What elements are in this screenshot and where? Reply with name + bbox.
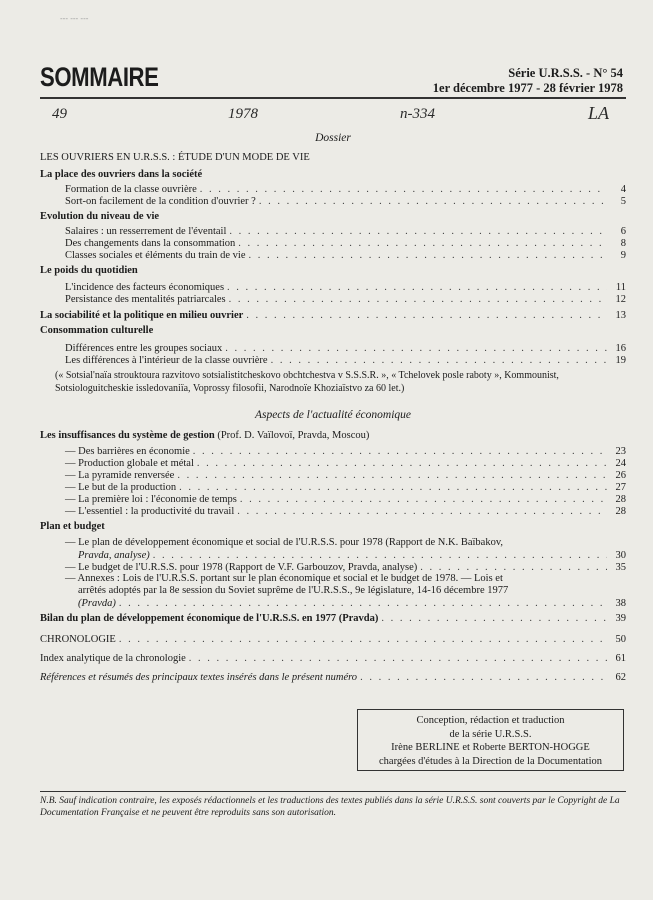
dossier-heading: Dossier <box>315 132 351 144</box>
toc-page: 38 <box>615 598 626 609</box>
toc-page: 39 <box>615 613 626 624</box>
toc-label: Formation de la classe ouvrière <box>65 184 197 195</box>
toc-label: Les différences à l'intérieur de la classe ouvrière <box>65 355 268 366</box>
toc-label: Persistance des mentalités patriarcales <box>65 294 226 305</box>
dossier-sources: (« Sotsial'naïa strouktoura razvitovo sotsialistitcheskovo obchtchestva v S.S.S.R. », « Tchelovek posle raboty », Kommounist, Sotsiologuitcheskie issledovaniïa, Voprossy filosofii, Narodnoïe Khoziaïstvo za 60 let.) <box>55 370 559 394</box>
toc-label: Index analytique de la chronologie <box>40 653 186 664</box>
toc-entry[interactable] <box>40 633 626 646</box>
plan-item-1-line: — Le plan de développement économique et social de l'U.R.S.S. pour 1978 (Rapport de N.K. Baïbakov, <box>65 537 504 548</box>
series-number: Série U.R.S.S. - N° 54 <box>508 66 623 80</box>
toc-entry[interactable] <box>65 354 626 367</box>
footnote-rule <box>40 791 626 792</box>
toc-label: Différences entre les groupes sociaux <box>65 343 223 354</box>
section-title: Le poids du quotidien <box>40 265 138 276</box>
toc-page: 13 <box>615 310 626 321</box>
insuff-source: (Prof. D. Vaïlovoï, Pravda, Moscou) <box>217 430 370 441</box>
toc-entry[interactable] <box>65 249 626 262</box>
scan-mark: --- --- --- <box>60 14 89 23</box>
toc-page: 24 <box>615 458 626 469</box>
toc-page: 12 <box>615 294 626 305</box>
page-title: SOMMAIRE <box>40 62 159 92</box>
footnote: N.B. Sauf indication contraire, les exposés rédactionnels et les traductions des textes publiés dans la série U.R.S.S. sont couverts par le Copyright de La Documentation Française et ne peuvent être reproduits sans son autorisation. <box>40 796 620 818</box>
toc-page: 27 <box>615 482 626 493</box>
issue-dates: 1er décembre 1977 - 28 février 1978 <box>432 81 623 95</box>
toc-entry[interactable] <box>40 671 626 684</box>
toc-label: Classes sociales et éléments du train de vie <box>65 250 246 261</box>
plan-title: Plan et budget <box>40 521 105 532</box>
toc-label: Sort-on facilement de la condition d'ouvrier ? <box>65 196 256 207</box>
toc-label: — Le but de la production <box>65 482 177 493</box>
toc-label: Salaires : un resserrement de l'éventail <box>65 226 227 237</box>
toc-label: — Des barrières en économie <box>65 446 190 457</box>
dossier-main-title: LES OUVRIERS EN U.R.S.S. : ÉTUDE D'UN MODE DE VIE <box>40 152 310 163</box>
toc-entry[interactable] <box>40 612 626 625</box>
header-rule <box>40 97 626 99</box>
toc-entry[interactable] <box>65 505 626 518</box>
insuff-heading <box>40 430 369 441</box>
toc-page: 16 <box>615 343 626 354</box>
toc-page: 19 <box>615 355 626 366</box>
section-title: La place des ouvriers dans la société <box>40 169 203 180</box>
section-title: La sociabilité et la politique en milieu ouvrier <box>40 310 244 321</box>
toc-page: 61 <box>615 653 626 664</box>
toc-label: Pravda, analyse) <box>78 550 150 561</box>
annexes-line-2: arrêtés adoptés par la 8e session du Soviet suprême de l'U.R.S.S., 9e législature, 14-16 décembre 1977 <box>78 585 509 596</box>
toc-label: — Production globale et métal <box>65 458 194 469</box>
credits-line: Conception, rédaction et traduction <box>416 715 565 726</box>
insuff-title: Les insuffisances du système de gestion <box>40 430 215 441</box>
credits-line: de la série U.R.S.S. <box>449 728 532 740</box>
toc-page: 11 <box>615 282 626 293</box>
toc-entry[interactable] <box>40 309 626 322</box>
toc-page: 5 <box>620 196 626 207</box>
toc-entry[interactable] <box>40 652 626 665</box>
handwritten-note-4: LA <box>588 103 610 123</box>
toc-entry[interactable] <box>65 195 626 208</box>
toc-page: 23 <box>615 446 626 457</box>
toc-label: Bilan du plan de développement économique de l'U.R.S.S. en 1977 (Pravda) <box>40 613 379 624</box>
toc-label: — Le budget de l'U.R.S.S. pour 1978 (Rapport de V.F. Garbouzov, Pravda, analyse) <box>65 562 418 573</box>
toc-page: 6 <box>620 226 626 237</box>
toc-label: — La première loi : l'économie de temps <box>65 494 237 505</box>
toc-label: Des changements dans la consommation <box>65 238 236 249</box>
toc-entry[interactable] <box>78 597 626 610</box>
toc-label: — La pyramide renversée <box>65 470 175 481</box>
aspects-heading: Aspects de l'actualité économique <box>254 409 412 421</box>
handwritten-note-3: n-334 <box>400 106 435 122</box>
toc-page: 26 <box>615 470 626 481</box>
toc-label: Références et résumés des principaux textes insérés dans le présent numéro <box>40 672 358 683</box>
credits-box <box>357 709 624 771</box>
toc-label: (Pravda) <box>78 598 116 609</box>
credits-line: chargées d'études à la Direction de la Documentation <box>379 755 602 767</box>
handwritten-note-2: 1978 <box>228 106 258 122</box>
toc-label: L'incidence des facteurs économiques <box>65 282 225 293</box>
toc-page: 35 <box>615 562 626 573</box>
toc-entry[interactable] <box>65 293 626 306</box>
toc-page: 50 <box>615 634 626 645</box>
toc-page: 9 <box>620 250 626 261</box>
toc-page: 30 <box>615 550 626 561</box>
toc-page: 62 <box>615 672 626 683</box>
toc-page: 8 <box>620 238 626 249</box>
toc-page: 4 <box>620 184 626 195</box>
handwritten-note-1: 49 <box>52 106 67 122</box>
toc-page: 28 <box>615 506 626 517</box>
toc-label: — L'essentiel : la productivité du travail <box>65 506 235 517</box>
section-title: Consommation culturelle <box>40 325 154 336</box>
credits-authors: Irène BERLINE et Roberte BERTON-HOGGE <box>391 742 590 753</box>
section-title: Evolution du niveau de vie <box>40 211 160 222</box>
toc-page: 28 <box>615 494 626 505</box>
toc-label: CHRONOLOGIE <box>40 634 116 645</box>
annexes-line-1: — Annexes : Lois de l'U.R.S.S. portant sur le plan économique et social et le budget de 1978. — Lois et <box>65 573 503 584</box>
